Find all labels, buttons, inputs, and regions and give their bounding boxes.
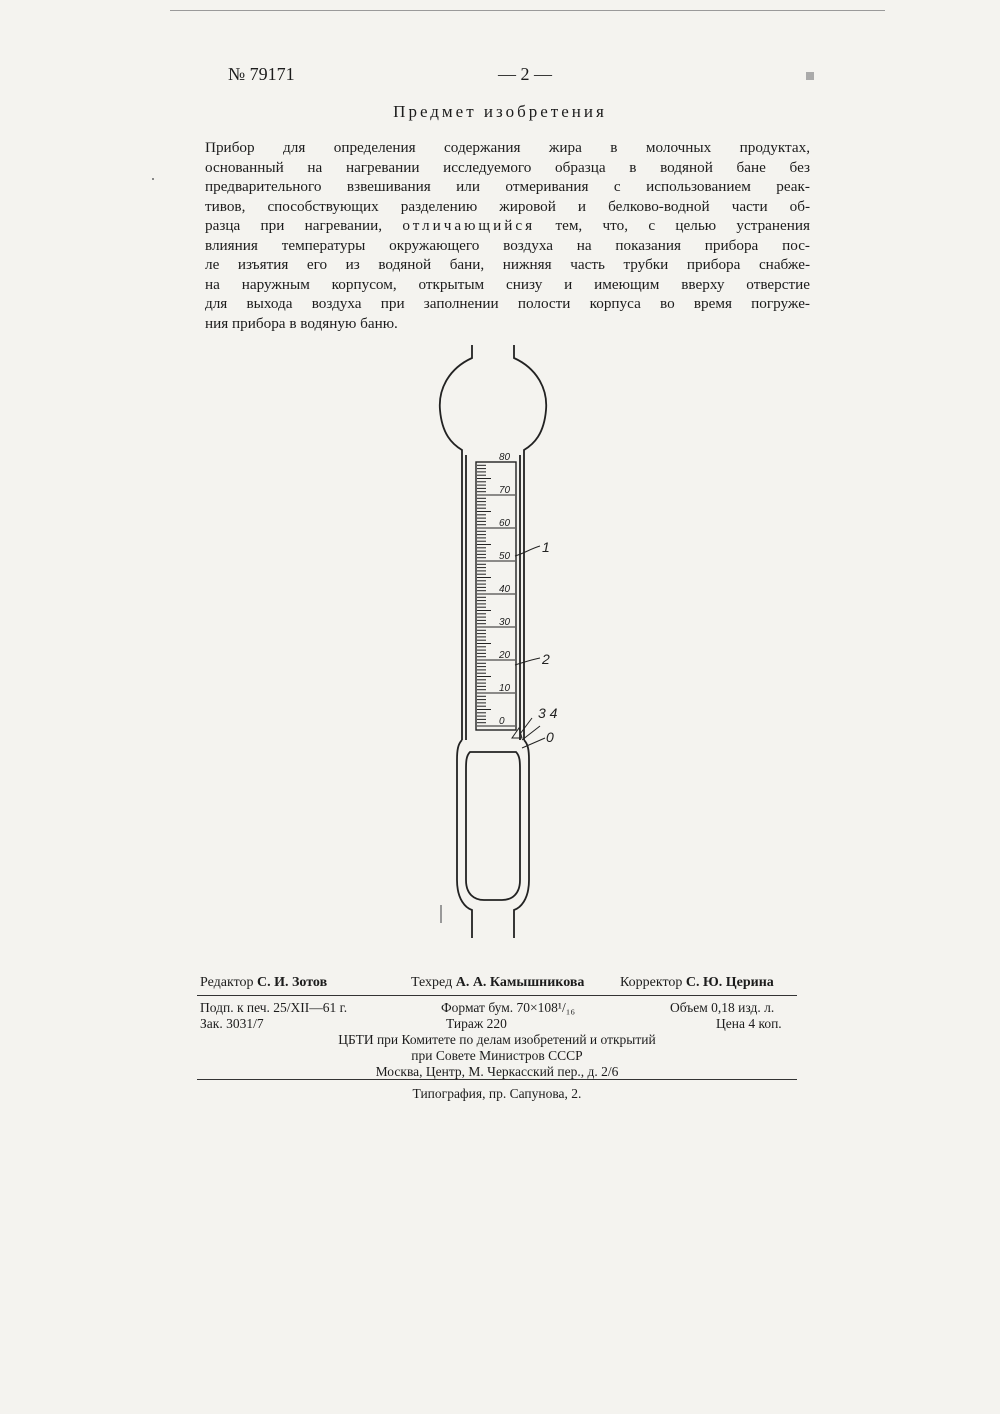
imprint-volume: Объем 0,18 изд. л.	[670, 1000, 775, 1015]
ref-label-3-4: 3 4	[538, 705, 558, 721]
imprint-org-line1: ЦБТИ при Комитете по делам изобретений и открытий	[338, 1032, 656, 1047]
claim-fragment: разца при нагревании,	[205, 217, 383, 234]
editor-name: С. И. Зотов	[257, 975, 328, 990]
imprint-rule-bottom	[197, 1079, 797, 1080]
claim-line: предварительного взвешивания или отмеривания с использованием реак-	[205, 178, 810, 195]
imprint-address: Москва, Центр, М. Черкасский пер., д. 2/6	[375, 1064, 619, 1079]
scale-label: 40	[499, 584, 511, 595]
corrector-name: С. Ю. Церина	[685, 975, 774, 990]
techred-name: А. А. Камышникова	[455, 975, 585, 990]
claim-line: Прибор для определения содержания жира в молочных продуктах,	[205, 139, 810, 156]
techred-label: Техред	[411, 975, 453, 990]
scale-label: 0	[499, 716, 505, 727]
editor-credit	[200, 975, 327, 991]
corrector-label: Корректор	[620, 975, 683, 990]
scale-label: 80	[499, 452, 511, 463]
imprint-price: Цена 4 коп.	[716, 1016, 782, 1031]
scale-label: 70	[499, 485, 511, 496]
imprint-order: Зак. 3031/7	[200, 1016, 264, 1031]
claim-line: ния прибора в водяную баню.	[205, 314, 398, 332]
instrument-outline	[440, 345, 546, 938]
claim-text	[205, 138, 810, 333]
top-edge-rule	[170, 10, 885, 11]
claim-fragment: тем, что, с целью устранения	[555, 217, 811, 234]
ref-label-0: 0	[546, 729, 554, 745]
claim-line: для выхода воздуха при заполнении полости корпуса во время погруже-	[205, 295, 810, 312]
scale-labels	[498, 452, 511, 727]
claim-line: ле изъятия его из водяной бани, нижняя часть трубки прибора снабже-	[205, 256, 810, 273]
butyrometer-figure	[380, 340, 620, 950]
scan-speck	[440, 905, 442, 923]
scale-label: 60	[499, 518, 511, 529]
claim-line: основанный на нагревании исследуемого образца в водяной бане без	[205, 158, 810, 176]
claim-line: тивов, способствующих разделению жировой и белково-водной части об-	[205, 197, 810, 215]
scan-speck	[806, 72, 814, 80]
claim-line: влияния температуры окружающего воздуха на показания прибора пос-	[205, 236, 810, 254]
imprint-rule-top	[197, 995, 797, 996]
imprint-org-line2: при Совете Министров СССР	[411, 1048, 583, 1063]
corrector-credit	[620, 975, 774, 991]
imprint-run: Тираж 220	[446, 1016, 507, 1031]
printer-line: Типография, пр. Сапунова, 2.	[412, 1086, 582, 1101]
scale-label: 50	[499, 551, 511, 562]
claim-line-composite	[205, 216, 810, 236]
imprint-signed: Подп. к печ. 25/XII—61 г.	[200, 1000, 348, 1015]
section-title: Предмет изобретения	[393, 102, 607, 121]
scan-speck	[152, 178, 154, 180]
page-number: — 2 —	[498, 64, 552, 84]
ref-label-2: 2	[542, 651, 550, 667]
claim-line: на наружным корпусом, открытым снизу и имеющим вверху отверстие	[205, 275, 810, 293]
patent-number: № 79171	[228, 64, 295, 84]
techred-credit	[411, 975, 584, 991]
scale-label: 10	[499, 683, 511, 694]
ref-label-1: 1	[542, 539, 550, 555]
imprint-format: Формат бум. 70×108¹/₁₆	[441, 1000, 576, 1015]
scale-label: 30	[499, 617, 511, 628]
scale-label: 20	[499, 650, 511, 661]
editor-label: Редактор	[200, 975, 254, 990]
claim-emphasis: отличающийся	[402, 217, 536, 234]
